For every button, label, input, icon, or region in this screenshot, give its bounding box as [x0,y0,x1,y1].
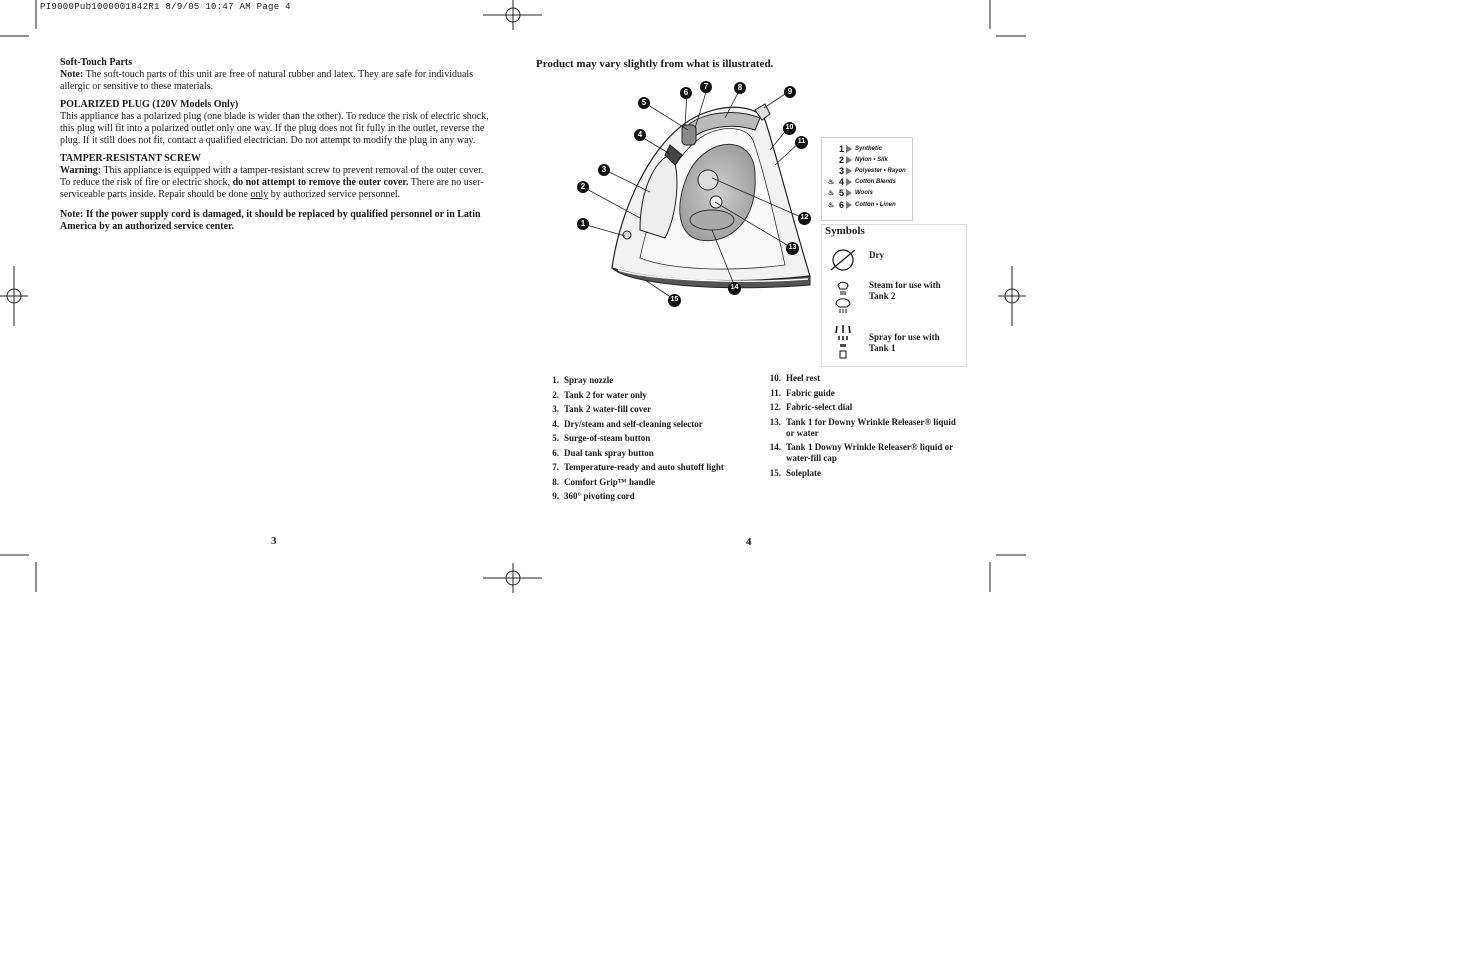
list-item: 8. Comfort Grip™ handle [552,476,655,487]
spray-icon [834,324,852,360]
fabric-row: 1 Synthetic [838,143,883,154]
list-item: 1. Spray nozzle [552,375,614,385]
list-item: 11. Fabric guide [770,387,835,398]
list-item: 4. Dry/steam and self-cleaning selector [552,418,703,429]
soft-touch-note: Note: The soft-touch parts of this unit are free of natural rubber and latex. They are safe for individuals allergic or sensitive to these materials. [60,69,474,92]
callout-6: 6 [683,88,689,97]
list-item: 14. Tank 1 Downy Wrinkle Releaser® liquid or water-fill cap [769,442,953,463]
list-item: 7. Temperature-ready and auto shutoff light [552,462,724,472]
tamper-screw-text: Warning: This appliance is equipped with a tamper-resistant screw to prevent removal of the outer cover. To reduce the risk of fire or electric shock, do not attempt to remove the outer cover. There are no user-serviceable parts inside. Repair should be done only by authorized service personnel. [60,165,484,200]
callout-10: 10 [785,124,794,131]
callout-3: 3 [601,165,607,174]
callout-5: 5 [641,98,647,107]
steam-icon: ♨ [827,201,835,209]
callout-leaders [570,80,820,315]
symbols-heading: Symbols [825,225,865,237]
list-item: 12. Fabric-select dial [769,402,853,412]
cord-note: Note: If the power supply cord is damaged, it should be replaced by qualified personnel or in Latin America by an authorized service center. [60,209,481,232]
parts-list-left [545,373,739,504]
callout-8: 8 [737,83,743,92]
steam-icon [834,278,852,316]
list-item: 9. 360° pivoting cord [552,491,635,501]
fabric-row: ♨ 5 Wools [827,188,873,199]
illustration-disclaimer: Product may vary slightly from what is illustrated. [536,58,774,70]
steam-label: Steam for use with Tank 2 [869,280,941,301]
callout-7: 7 [703,82,709,91]
fabric-guide-box [821,137,913,221]
tamper-screw-heading: TAMPER-RESISTANT SCREW [60,153,201,164]
list-item: 3. Tank 2 water-fill cover [552,404,652,414]
fabric-row: 3 Polyester • Rayon [838,165,906,176]
list-item: 13. Tank 1 for Downy Wrinkle Releaser® liquid or water [769,416,956,438]
list-item: 6. Dual tank spray button [552,447,654,458]
list-item: 15. Soleplate [769,467,821,478]
fabric-row: ♨ 4 Cotton Blends [827,177,896,188]
callout-14: 14 [730,284,739,291]
dry-label: Dry [869,250,884,260]
fabric-row: 2 Nylon • Silk [838,154,888,165]
callout-11: 11 [797,138,806,145]
page-number-right: 4 [746,536,752,548]
polarized-plug-text: This appliance has a polarized plug (one blade is wider than the other). To reduce the risk of electric shock, this plug will fit into a polarized outlet only one way. If the plug does not fit fully in the outlet, reverse the plug. If it still does not fit, contact a qualified electrician. Do not attempt to modify the plug in any way. [60,111,489,146]
polarized-plug-heading: POLARIZED PLUG (120V Models Only) [60,99,239,110]
steam-icon: ♨ [827,179,835,187]
soft-touch-heading: Soft-Touch Parts [60,57,133,68]
print-header-line: PI9000Pub1000001842R1 8/9/05 10:47 AM Page 4 [40,2,291,12]
list-item: 10. Heel rest [769,373,821,383]
callout-15: 15 [670,296,679,303]
fabric-row: ♨ 6 Cotton • Linen [827,199,896,210]
spray-label: Spray for use with Tank 1 [869,332,940,353]
dry-icon [829,248,857,272]
callout-2: 2 [580,182,586,191]
steam-icon: ♨ [827,190,835,198]
list-item: 2. Tank 2 for water only [552,389,647,400]
callout-4: 4 [637,130,643,139]
callout-9: 9 [787,87,793,96]
left-page-content [60,57,492,239]
callout-13: 13 [788,244,797,251]
callout-12: 12 [800,214,809,221]
list-item: 5. Surge-of-steam button [552,433,651,443]
parts-list-right [762,373,961,479]
page-number-left: 3 [271,535,277,547]
